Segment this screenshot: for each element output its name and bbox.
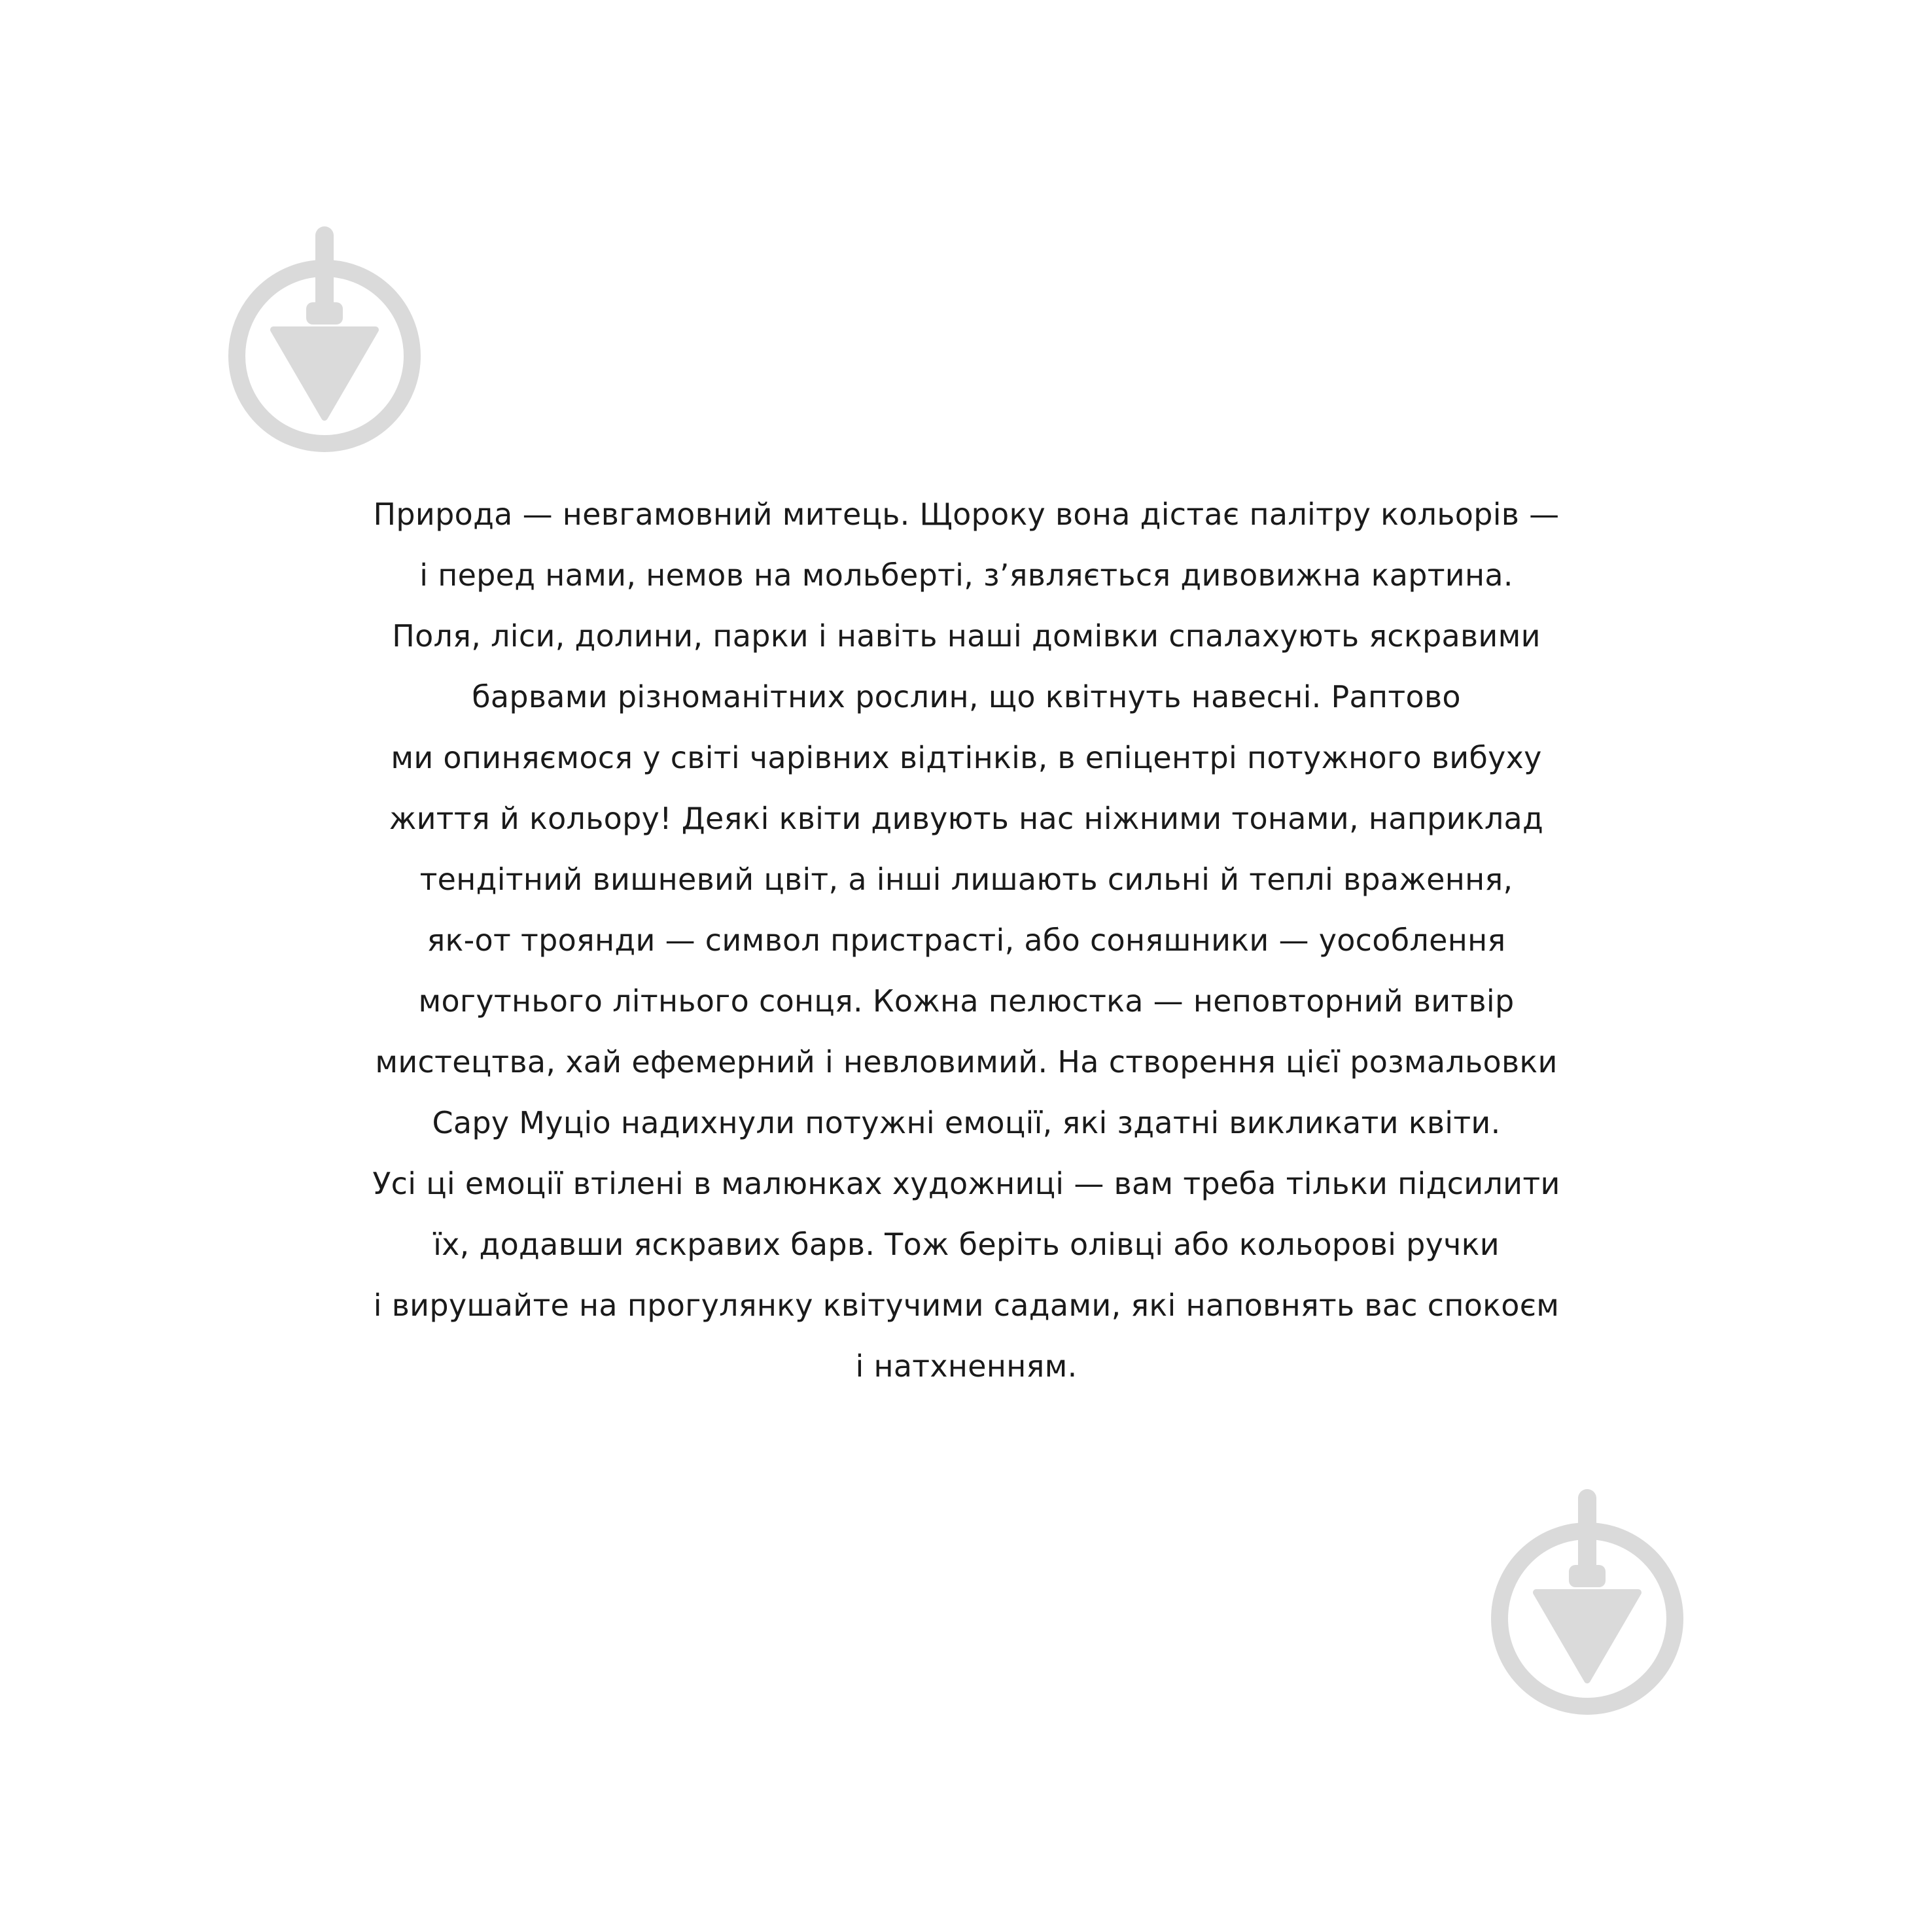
text-line: Поля, ліси, долини, парки і навіть наші домівки спалахують яскравими [392, 618, 1541, 654]
text-line: тендітний вишневий цвіт, а інші лишають сильні й теплі враження, [419, 862, 1513, 897]
body-text [288, 484, 1645, 1397]
pin-arrow-icon [1489, 1488, 1685, 1730]
text-line: як-от троянди — символ пристрасті, або соняшники — уособлення [427, 922, 1506, 958]
text-line: їх, додавши яскравих барв. Тож беріть олівці або кольорові ручки [433, 1227, 1500, 1262]
text-line: барвами різноманітних рослин, що квітнуть навесні. Раптово [472, 679, 1461, 714]
text-line: Природа — невгамовний митець. Щороку вона дістає палітру кольорів — [373, 497, 1560, 532]
text-line: Усі ці емоції втілені в малюнках художниці — вам треба тільки підсилити [372, 1166, 1560, 1201]
text-line: Сару Муціо надихнули потужні емоції, які здатні викликати квіти. [432, 1105, 1501, 1140]
text-line: могутнього літнього сонця. Кожна пелюстка — неповторний витвір [418, 983, 1515, 1019]
text-line: і вирушайте на прогулянку квітучими садами, які наповнять вас спокоєм [373, 1288, 1560, 1323]
text-line: і перед нами, немов на мольберті, з’являється дивовижна картина. [419, 557, 1513, 593]
text-line: і натхненням. [855, 1348, 1078, 1384]
text-line: мистецтва, хай ефемерний і невловимий. На створення цієї розмальовки [375, 1044, 1558, 1080]
pin-arrow-icon [226, 225, 423, 467]
text-line: життя й кольору! Деякі квіти дивують нас ніжними тонами, наприклад [389, 801, 1544, 836]
text-line: ми опиняємося у світі чарівних відтінків, в епіцентрі потужного вибуху [391, 740, 1542, 775]
